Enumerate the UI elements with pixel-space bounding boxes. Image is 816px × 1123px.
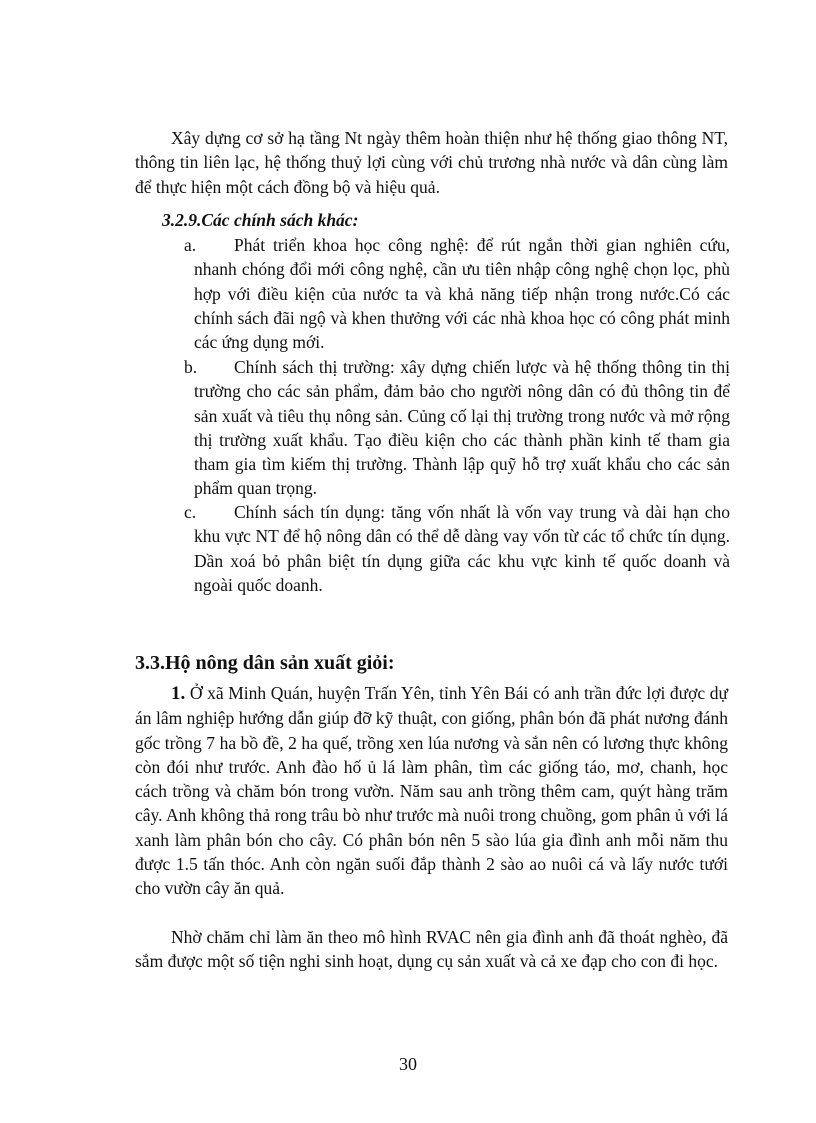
policy-text: Chính sách tín dụng: tăng vốn nhất là vốn vay trung và dài hạn cho khu vực NT để hộ nông dân có thể dễ dàng vay vốn từ các tổ chức tín dụng. Dần xoá bỏ phân biệt tín dụng giữa các khu vực kinh tế quốc doanh và ngoài quốc doanh. bbox=[194, 502, 730, 595]
example-text: Ở xã Minh Quán, huyện Trấn Yên, tỉnh Yên Bái có anh trần đức lợi được dự án lâm nghiệp hướng dẫn giúp đỡ kỹ thuật, con giống, phân bón đã phát nương đánh gốc trồng 7 ha bồ đề, 2 ha quế, trồng xen lúa nương và sắn nên có lương thực không còn đói như trước. Anh đào hố ủ lá làm phân, tìm các giống táo, mơ, chanh, học cách trồng và chăm bón trong vườn. Năm sau anh trồng thêm cam, quýt hàng trăm cây. Anh không thả rong trâu bò như trước mà nuôi trong chuồng, gom phân ủ với lá xanh làm phân bón cho cây. Có phân bón nên 5 sào lúa gia đình anh mỗi năm thu được 1.5 tấn thóc. Anh còn ngăn suối đắp thành 2 sào ao nuôi cá và lấy nước tưới cho vườn cây ăn quả. bbox=[135, 683, 729, 899]
example-number: 1. bbox=[171, 683, 186, 704]
policy-item-a bbox=[184, 233, 730, 354]
intro-paragraph: Xây dựng cơ sở hạ tầng Nt ngày thêm hoàn thiện như hệ thống giao thông NT, thông tin liên lạc, hệ thống thuỷ lợi cùng với chủ trương nhà nước và dân cùng làm để thực hiện một cách đồng bộ và hiệu quả. bbox=[135, 128, 728, 197]
policy-item-b bbox=[184, 355, 730, 501]
list-marker: b. bbox=[184, 357, 198, 377]
example-paragraph bbox=[135, 681, 728, 901]
page-number: 30 bbox=[399, 1054, 417, 1074]
subsection-heading: 3.2.9.Các chính sách khác: bbox=[162, 210, 359, 230]
section-heading: 3.3.Hộ nông dân sản xuất giỏi: bbox=[135, 652, 395, 674]
closing-paragraph: Nhờ chăm chỉ làm ăn theo mô hình RVAC nên gia đình anh đã thoát nghèo, đã sắm được một số tiện nghi sinh hoạt, dụng cụ sản xuất và cả xe đạp cho con đi học. bbox=[135, 927, 728, 972]
policy-item-c bbox=[184, 500, 730, 597]
list-marker: c. bbox=[184, 502, 197, 522]
list-marker: a. bbox=[184, 235, 197, 255]
policy-text: Chính sách thị trường: xây dựng chiến lược và hệ thống thông tin thị trường cho các sản phẩm, đảm bảo cho người nông dân có đủ thông tin để sản xuất và tiêu thụ nông sản. Củng cố lại thị trường trong nước và mở rộng thị trường xuất khẩu. Tạo điều kiện cho các thành phần kinh tế tham gia tham gia tìm kiếm thị trường. Thành lập quỹ hỗ trợ xuất khẩu cho các sản phẩm quan trọng. bbox=[194, 357, 730, 499]
policy-text: Phát triển khoa học công nghệ: để rút ngắn thời gian nghiên cứu, nhanh chóng đổi mới công nghệ, cần ưu tiên nhập công nghệ chọn lọc, phù hợp với điều kiện của nước ta và khả năng tiếp nhận trong nước.Có các chính sách đãi ngộ và khen thưởng với các nhà khoa học có công phát minh các ứng dụng mới. bbox=[194, 235, 730, 353]
